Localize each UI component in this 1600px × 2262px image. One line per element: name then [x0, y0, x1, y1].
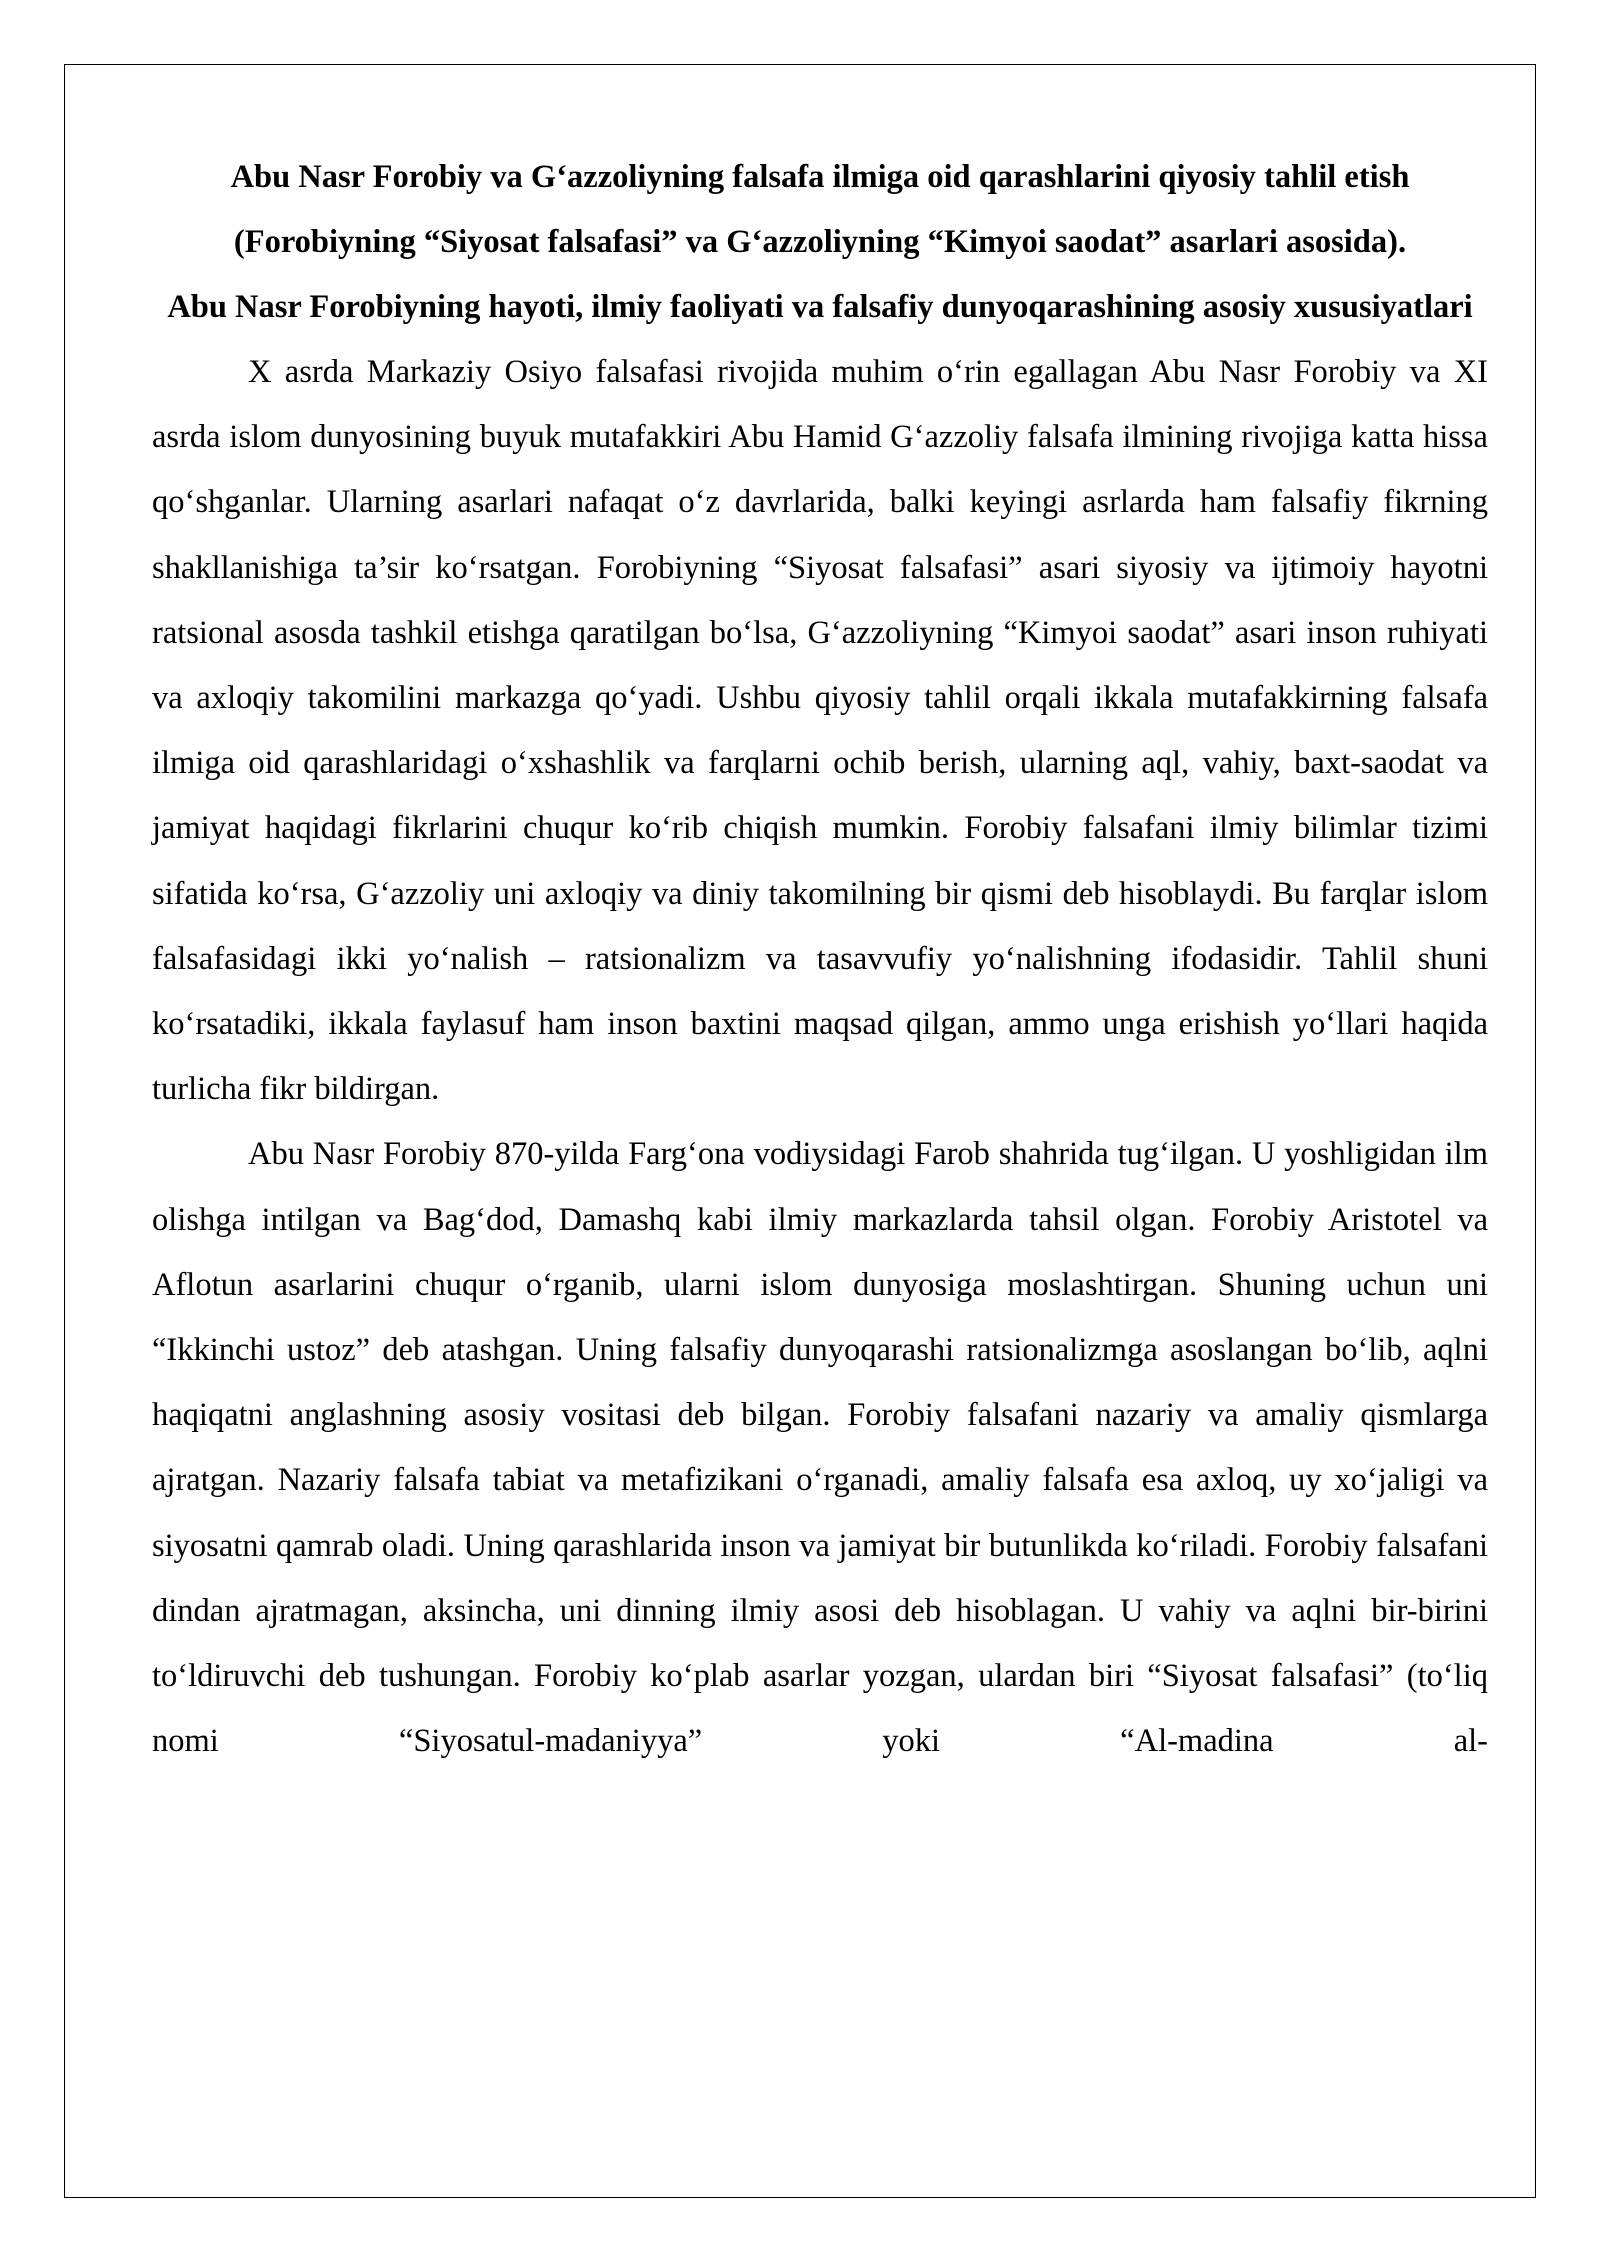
paragraph-biography: Abu Nasr Forobiy 870-yilda Farg‘ona vodiysidagi Farob shahrida tug‘ilgan. U yoshligidan ilm olishga intilgan va Bag‘dod, Damashq kabi ilmiy markazlarda tahsil olgan. Forobiy Aristotel va Aflotun asarlarini chuqur o‘rganib, ularni islom dunyosiga moslashtirgan. Shuning uchun uni “Ikkinchi ustoz” deb atashgan. Uning falsafiy dunyoqarashi ratsionalizmga asoslangan bo‘lib, aqlni haqiqatni anglashning asosiy vositasi deb bilgan. Forobiy falsafani nazariy va amaliy qismlarga ajratgan. Nazariy falsafa tabiat va metafizikani o‘rganadi, amaliy falsafa esa axloq, uy xo‘jaligi va siyosatni qamrab oladi. Uning qarashlarida inson va jamiyat bir butunlikda ko‘riladi. Forobiy falsafani dindan ajratmagan, aksincha, uni dinning ilmiy asosi deb hisoblagan. U vahiy va aqlni bir-birini to‘ldiruvchi deb tushungan. Forobiy ko‘plab asarlar yozgan, ulardan biri “Siyosat falsafasi” (to‘liq nomi “Siyosatul-madaniyya” yoki “Al-madina al- — [152, 1136, 1488, 1760]
paragraph-intro: X asrda Markaziy Osiyo falsafasi rivojida muhim o‘rin egallagan Abu Nasr Forobiy va XI asrda islom dunyosining buyuk mutafakkiri Abu Hamid G‘azzoliy falsafa ilmining rivojiga katta hissa qo‘shganlar. Ularning asarlari nafaqat o‘z davrlarida, balki keyingi asrlarda ham falsafiy fikrning shakllanishiga ta’sir ko‘rsatgan. Forobiyning “Siyosat falsafasi” asari siyosiy va ijtimoiy hayotni ratsional asosda tashkil etishga qaratilgan bo‘lsa, G‘azzoliyning “Kimyoi saodat” asari inson ruhiyati va axloqiy takomilini markazga qo‘yadi. Ushbu qiyosiy tahlil orqali ikkala mutafakkirning falsafa ilmiga oid qarashlaridagi o‘xshashlik va farqlarni ochib berish, ularning aql, vahiy, baxt-saodat va jamiyat haqidagi fikrlarini chuqur ko‘rib chiqish mumkin. Forobiy falsafani ilmiy bilimlar tizimi sifatida ko‘rsa, G‘azzoliy uni axloqiy va diniy takomilning bir qismi deb hisoblaydi. Bu farqlar islom falsafasidagi ikki yo‘nalish – ratsionalizm va tasavvufiy yo‘nalishning ifodasidir. Tahlil shuni ko‘rsatadiki, ikkala faylasuf ham inson baxtini maqsad qilgan, ammo unga erishish yo‘llari haqida turlicha fikr bildirgan. — [152, 354, 1488, 1108]
document-title: Abu Nasr Forobiy va G‘azzoliyning falsafa ilmiga oid qarashlarini qiyosiy tahlil etish (Forobiyning “Siyosat falsafasi” va G‘azzoliyning “Kimyoi saodat” asarlari asosida). — [230, 159, 1410, 260]
document-body — [152, 148, 1488, 1774]
section-heading: Abu Nasr Forobiyning hayoti, ilmiy faoliyati va falsafiy dunyoqarashining asosiy xususiyatlari — [167, 289, 1473, 325]
